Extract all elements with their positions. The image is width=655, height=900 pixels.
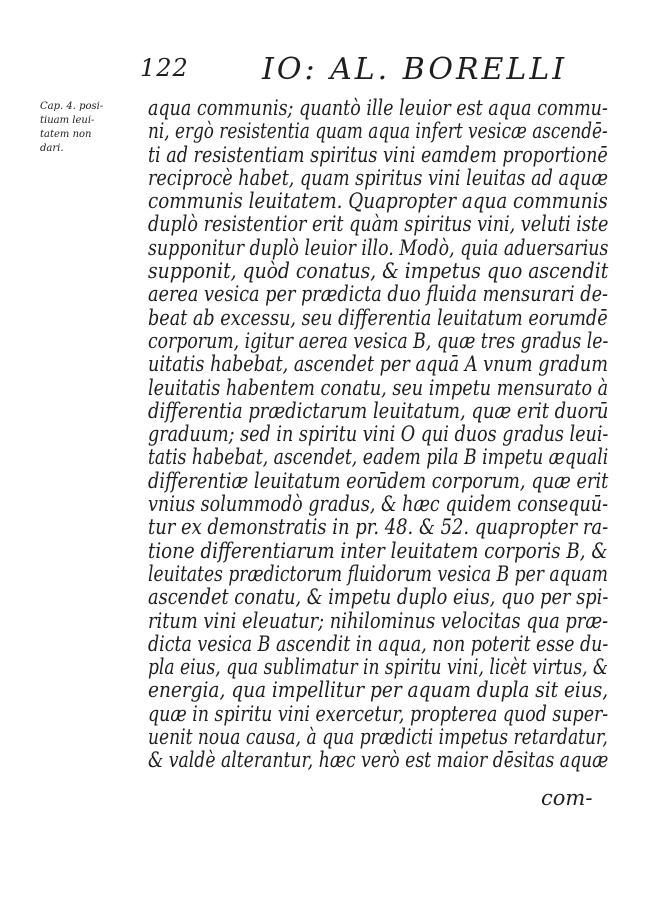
text-line: tione differentiarum inter leuitatem corporis B, & <box>148 538 608 563</box>
margin-note-line: Cap. 4. posi- <box>40 101 104 112</box>
text-line: tatis habebat, ascendet, eadem pila B impetu æquali <box>148 445 609 470</box>
margin-note <box>40 100 145 156</box>
text-line: uenit noua causa, à qua prædicti impetus retardatur, <box>148 725 608 750</box>
text-line: beat ab excessu, seu differentia leuitatum eorumdē <box>148 305 608 330</box>
text-line: supponit, quòd conatus, & impetus quo ascendit <box>148 259 609 284</box>
running-head <box>140 54 610 94</box>
margin-note-line: tiuam leui- <box>40 115 95 126</box>
text-line: tur ex demonstratis in pr. 48. & 52. quapropter ra- <box>148 515 609 540</box>
body-text <box>148 97 608 773</box>
text-line: aqua communis; quantò ille leuior est aqua commu- <box>148 96 608 120</box>
page-number: 122 <box>140 54 189 82</box>
text-line: graduum; sed in spiritu vini O qui duos gradus leui- <box>148 422 609 447</box>
text-line: aerea vesica per prædicta duo fluida mensurari de- <box>148 282 609 307</box>
text-line: differentiæ leuitatum eorūdem corporum, quæ erit <box>148 468 609 493</box>
text-line: ni, ergò resistentia quam aqua infert vesicæ ascendē- <box>148 119 608 144</box>
text-line: leuitatis habentem conatu, seu impetu mensurato à <box>148 375 609 400</box>
text-line: uitatis habebat, ascendet per aquā A vnum gradum <box>148 352 608 377</box>
text-line: differentia prædictarum leuitatum, quæ erit duorū <box>148 398 609 423</box>
text-line: quæ in spiritu vini exercetur, propterea quod super- <box>148 701 609 726</box>
text-line: ti ad resistentiam spiritus vini eamdem proportionē <box>148 142 608 167</box>
text-line: dicta vesica B ascendit in aqua, non poterit esse du- <box>148 631 609 656</box>
text-line: & valdè alterantur, hæc verò est maior dēsitas aquæ <box>148 748 609 773</box>
text-line: reciprocè habet, quam spiritus vini leuitas ad aquæ <box>148 165 608 190</box>
text-line: supponitur duplò leuior illo. Modò, quia aduersarius <box>148 235 609 260</box>
text-line: corporum, igitur aerea vesica B, quæ tres gradus le- <box>148 328 609 353</box>
running-title: IO: AL. BORELLI <box>262 52 568 87</box>
text-line: energia, qua impellitur per aquam dupla sit eius, <box>148 678 609 703</box>
text-line: vnius solummodò gradus, & hæc quidem consequū- <box>148 492 609 517</box>
margin-note-line: dari. <box>40 143 64 154</box>
text-line: ritum vini eleuatur; nihilominus velocitas qua præ- <box>148 608 609 633</box>
text-line: duplò resistentior erit quàm spiritus vini, veluti iste <box>148 212 609 237</box>
text-line: leuitates prædictorum fluidorum vesica B per aquam <box>148 561 608 586</box>
margin-note-line: tatem non <box>40 129 92 140</box>
text-line: pla eius, qua sublimatur in spiritu vini, licèt virtus, & <box>148 655 609 680</box>
text-line: ascendet conatu, & impetu duplo eius, quo per spi- <box>148 585 609 610</box>
text-line: communis leuitatem. Quapropter aqua communis <box>148 189 608 214</box>
catchword: com- <box>541 786 593 810</box>
